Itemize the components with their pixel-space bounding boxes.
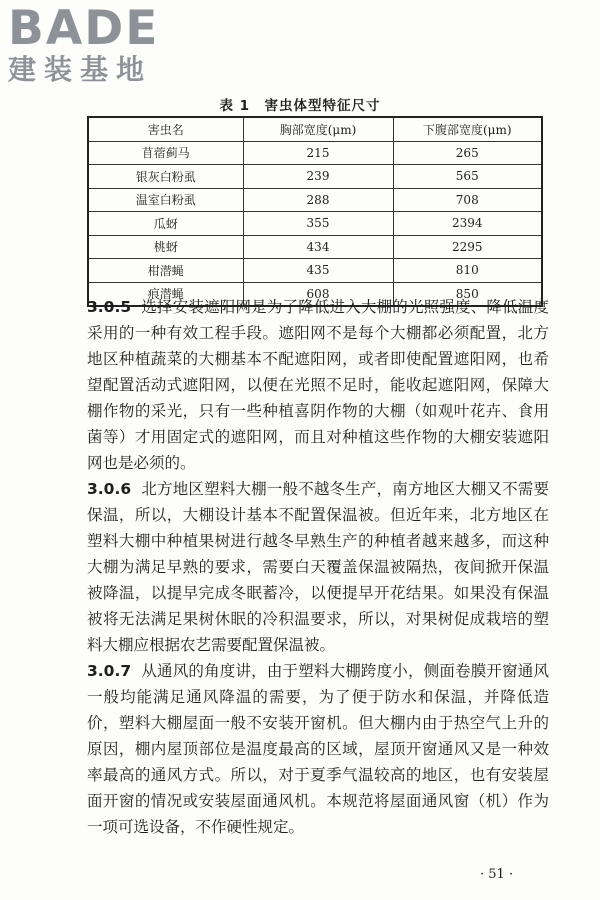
chest-width-cell: 288 — [243, 188, 393, 212]
section-number: 3.0.7 — [87, 662, 132, 680]
pest-name-cell: 桃蚜 — [88, 235, 243, 259]
chest-width-cell: 608 — [243, 282, 393, 306]
table-row — [88, 141, 542, 165]
chest-width-cell: 355 — [243, 212, 393, 236]
abdomen-width-cell: 850 — [393, 282, 542, 306]
table-caption: 表 1 害虫体型特征尺寸 — [219, 98, 381, 114]
section-paragraph — [87, 294, 549, 476]
table-row — [88, 259, 542, 283]
section-text: 从通风的角度讲，由于塑料大棚跨度小，侧面卷膜开窗通风一般均能满足通风降温的需要，为了便于防水和保温，并降低造价，塑料大棚屋面一般不安装开窗机。但大棚内由于热空气上升的原因，棚内屋顶部位是温度最高的区域，屋顶开窗通风又是一种效率最高的通风方式。所以，对于夏季气温较高的地区，也有安装屋面开窗的情况或安装屋面通风机。本规范将屋面通风窗（机）作为一项可选设备，不作硬性规定。 — [87, 662, 549, 836]
section-text: 北方地区塑料大棚一般不越冬生产，南方地区大棚又不需要保温，所以，大棚设计基本不配置保温被。但近年来，北方地区在塑料大棚中种植果树进行越冬早熟生产的种植者越来越多，而这种大棚为满足早熟的要求，需要白天覆盖保温被隔热，夜间掀开保温被降温，以提早完成冬眠蓄冷，以便提早开花结果。如果没有保温被将无法满足果树休眠的冷积温要求，所以，对果树促成栽培的塑料大棚应根据农艺需要配置保温被。 — [87, 480, 549, 654]
chest-width-cell: 434 — [243, 235, 393, 259]
pest-name-cell: 瓜蚜 — [88, 212, 243, 236]
chest-width-cell: 215 — [243, 141, 393, 165]
pest-name-cell: 银灰白粉虱 — [88, 165, 243, 189]
section-paragraph — [87, 476, 549, 658]
table-header-row — [88, 117, 542, 141]
section-paragraph — [87, 658, 549, 840]
table-row — [88, 235, 542, 259]
header-chest-width: 胸部宽度(μm) — [243, 117, 393, 141]
abdomen-width-cell: 565 — [393, 165, 542, 189]
section-text: 选择安装遮阳网是为了降低进入大棚的光照强度、降低温度采用的一种有效工程手段。遮阳网不是每个大棚都必须配置，北方地区种植蔬菜的大棚基本不配遮阳网，或者即使配置遮阳网，也希望配置活动式遮阳网，以便在光照不足时，能收起遮阳网，保障大棚作物的采光，只有一些种植喜阴作物的大棚（如观叶花卉、食用菌等）才用固定式的遮阳网，而且对种植这些作物的大棚安装遮阳网也是必须的。 — [87, 298, 549, 472]
header-abdomen-width: 下腹部宽度(μm) — [393, 117, 542, 141]
section-number: 3.0.5 — [87, 298, 132, 316]
brand-logo — [8, 1, 178, 86]
table-row — [88, 212, 542, 236]
document-body — [87, 294, 549, 840]
section-number: 3.0.6 — [87, 480, 132, 498]
header-pest-name: 害虫名 — [88, 117, 243, 141]
abdomen-width-cell: 2394 — [393, 212, 542, 236]
pest-size-table — [87, 116, 543, 307]
pest-name-cell: 温室白粉虱 — [88, 188, 243, 212]
pest-name-cell: 痕潜蝇 — [88, 282, 243, 306]
chest-width-cell: 239 — [243, 165, 393, 189]
logo-subtitle: 建装基地 — [8, 53, 153, 86]
logo-wordmark: BADE — [8, 1, 160, 56]
abdomen-width-cell: 2295 — [393, 235, 542, 259]
pest-name-cell: 苜蓿蓟马 — [88, 141, 243, 165]
abdomen-width-cell: 810 — [393, 259, 542, 283]
table-row — [88, 165, 542, 189]
abdomen-width-cell: 265 — [393, 141, 542, 165]
pest-name-cell: 柑潜蝇 — [88, 259, 243, 283]
chest-width-cell: 435 — [243, 259, 393, 283]
table-row — [88, 188, 542, 212]
abdomen-width-cell: 708 — [393, 188, 542, 212]
page-number: · 51 · — [480, 867, 514, 882]
